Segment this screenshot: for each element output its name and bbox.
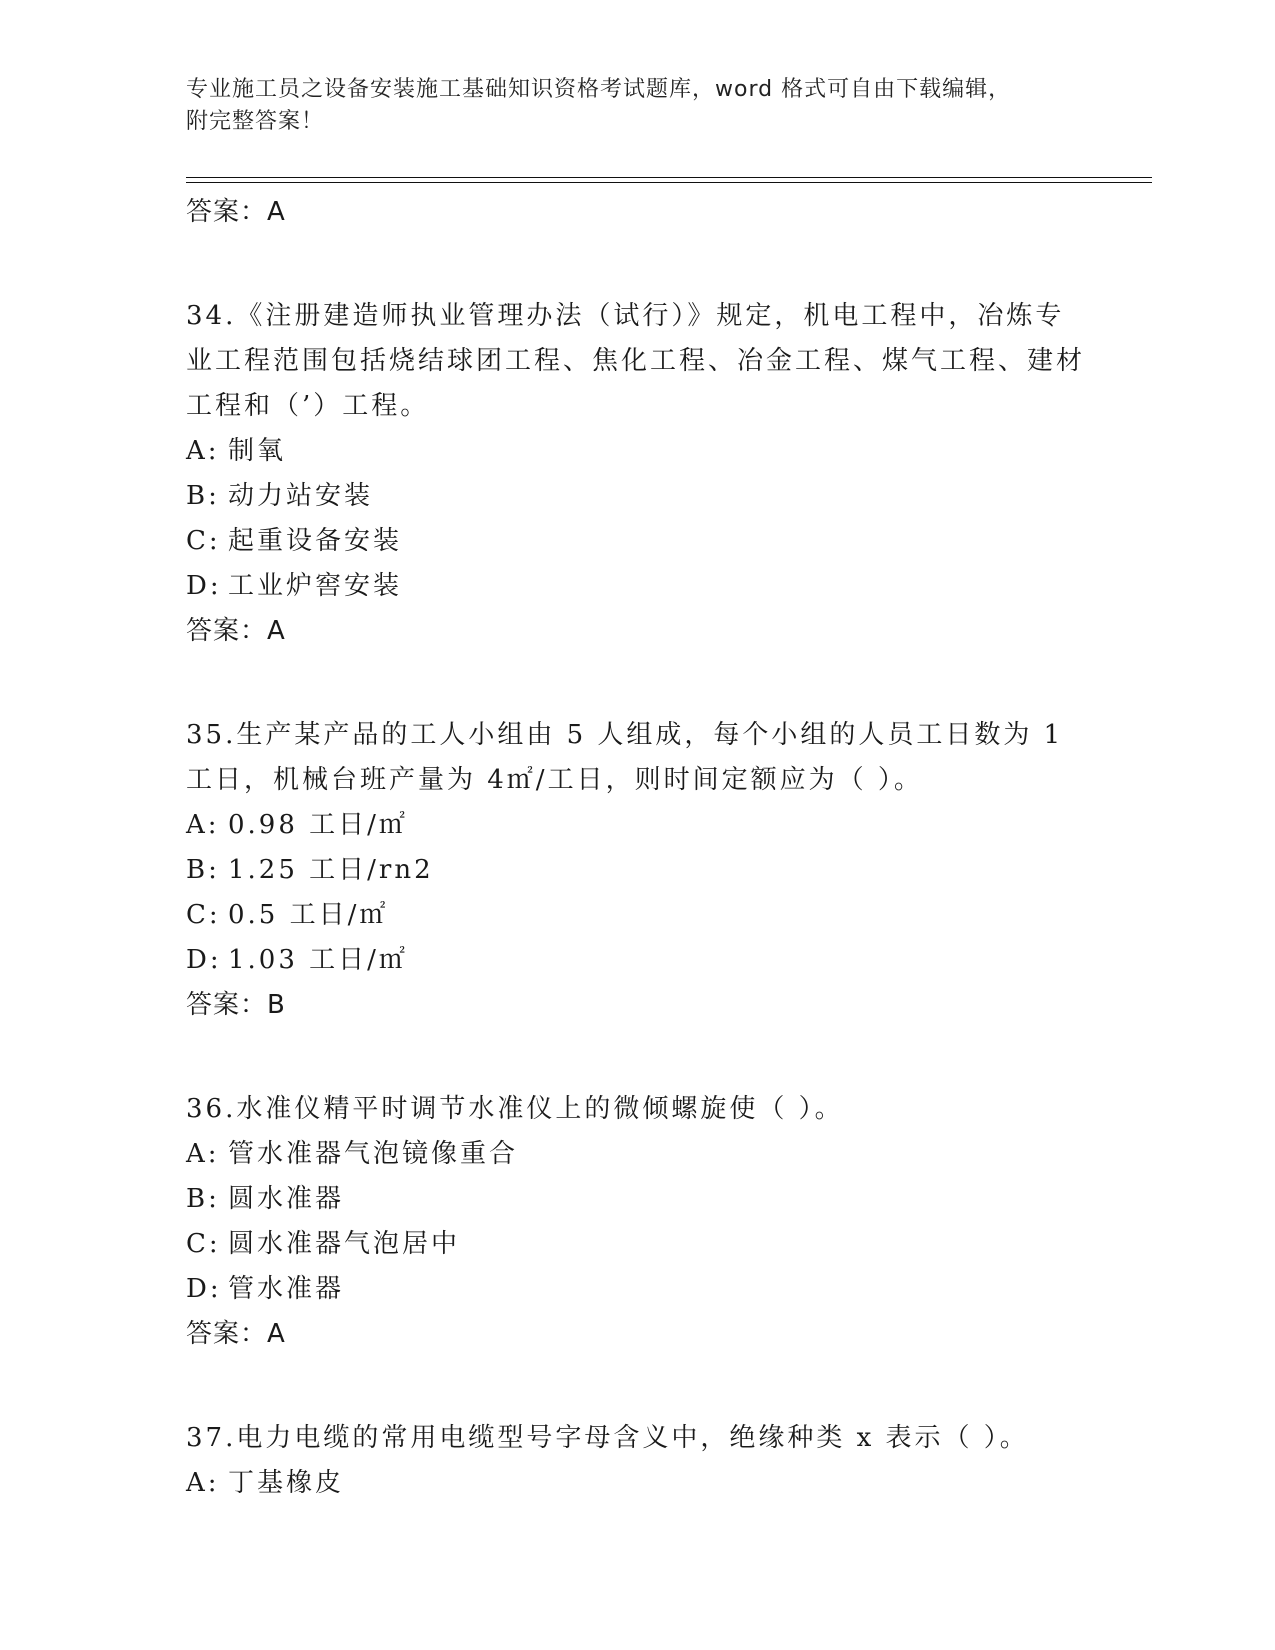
option-text: 丁基橡皮: [228, 1468, 345, 1498]
option-text: 工业炉窖安装: [228, 571, 403, 601]
option-b: [186, 474, 1086, 519]
option-d: [186, 938, 1086, 983]
option-text: 1.03 工日/㎡: [228, 945, 408, 975]
option-text: 起重设备安装: [228, 526, 403, 556]
option-key: D:: [186, 1274, 222, 1304]
header-rule-top: [186, 177, 1152, 178]
option-key: A:: [186, 436, 220, 466]
option-key: A:: [186, 810, 220, 840]
option-key: B:: [186, 481, 220, 511]
option-key: D:: [186, 945, 222, 975]
option-key: C:: [186, 1229, 221, 1259]
question-text: 35.生产某产品的工人小组由 5 人组成，每个小组的人员工日数为 1 工日，机械台班产量为 4㎡/工日，则时间定额应为（ ）。: [186, 720, 1064, 795]
question-answer: 答案：A: [186, 616, 286, 646]
header-line-2: 附完整答案！: [186, 109, 325, 134]
option-key: B:: [186, 855, 220, 885]
question-34: [186, 294, 1086, 653]
option-key: C:: [186, 900, 221, 930]
option-d: [186, 564, 1086, 609]
question-text: 34.《注册建造师执业管理办法（试行）》规定，机电工程中，冶炼专业工程范围包括烧结球团工程、焦化工程、冶金工程、煤气工程、建材工程和（’）工程。: [186, 301, 1086, 421]
option-a: [186, 803, 1086, 848]
option-a: [186, 1461, 1086, 1506]
question-35: [186, 713, 1086, 1027]
option-text: 动力站安装: [228, 481, 374, 511]
option-text: 圆水准器: [228, 1184, 345, 1214]
option-text: 0.98 工日/㎡: [228, 810, 408, 840]
option-d: [186, 1267, 1086, 1312]
option-text: 1.25 工日/rn2: [228, 855, 434, 885]
option-b: [186, 848, 1086, 893]
option-key: D:: [186, 571, 222, 601]
option-key: A:: [186, 1468, 220, 1498]
option-text: 管水准器: [228, 1274, 345, 1304]
question-answer: 答案：A: [186, 1319, 286, 1349]
document-header: [186, 74, 1066, 138]
document-body: [186, 190, 1086, 1506]
option-text: 管水准器气泡镜像重合: [228, 1139, 519, 1169]
question-text: 36.水准仪精平时调节水准仪上的微倾螺旋使（ ）。: [186, 1094, 844, 1124]
option-a: [186, 1132, 1086, 1177]
header-rule-bottom: [186, 182, 1152, 183]
header-line-1: 专业施工员之设备安装施工基础知识资格考试题库，word 格式可自由下载编辑，: [186, 77, 1012, 102]
option-c: [186, 519, 1086, 564]
question-37: [186, 1416, 1086, 1506]
question-text: 37.电力电缆的常用电缆型号字母含义中，绝缘种类 x 表示（ ）。: [186, 1423, 1029, 1453]
previous-answer: 答案：A: [186, 197, 286, 227]
option-text: 圆水准器气泡居中: [228, 1229, 461, 1259]
option-a: [186, 429, 1086, 474]
option-key: C:: [186, 526, 221, 556]
option-text: 0.5 工日/㎡: [228, 900, 389, 930]
question-answer: 答案：B: [186, 990, 286, 1020]
question-36: [186, 1087, 1086, 1356]
option-c: [186, 893, 1086, 938]
option-b: [186, 1177, 1086, 1222]
option-text: 制氧: [228, 436, 287, 466]
option-key: B:: [186, 1184, 220, 1214]
option-key: A:: [186, 1139, 220, 1169]
option-c: [186, 1222, 1086, 1267]
